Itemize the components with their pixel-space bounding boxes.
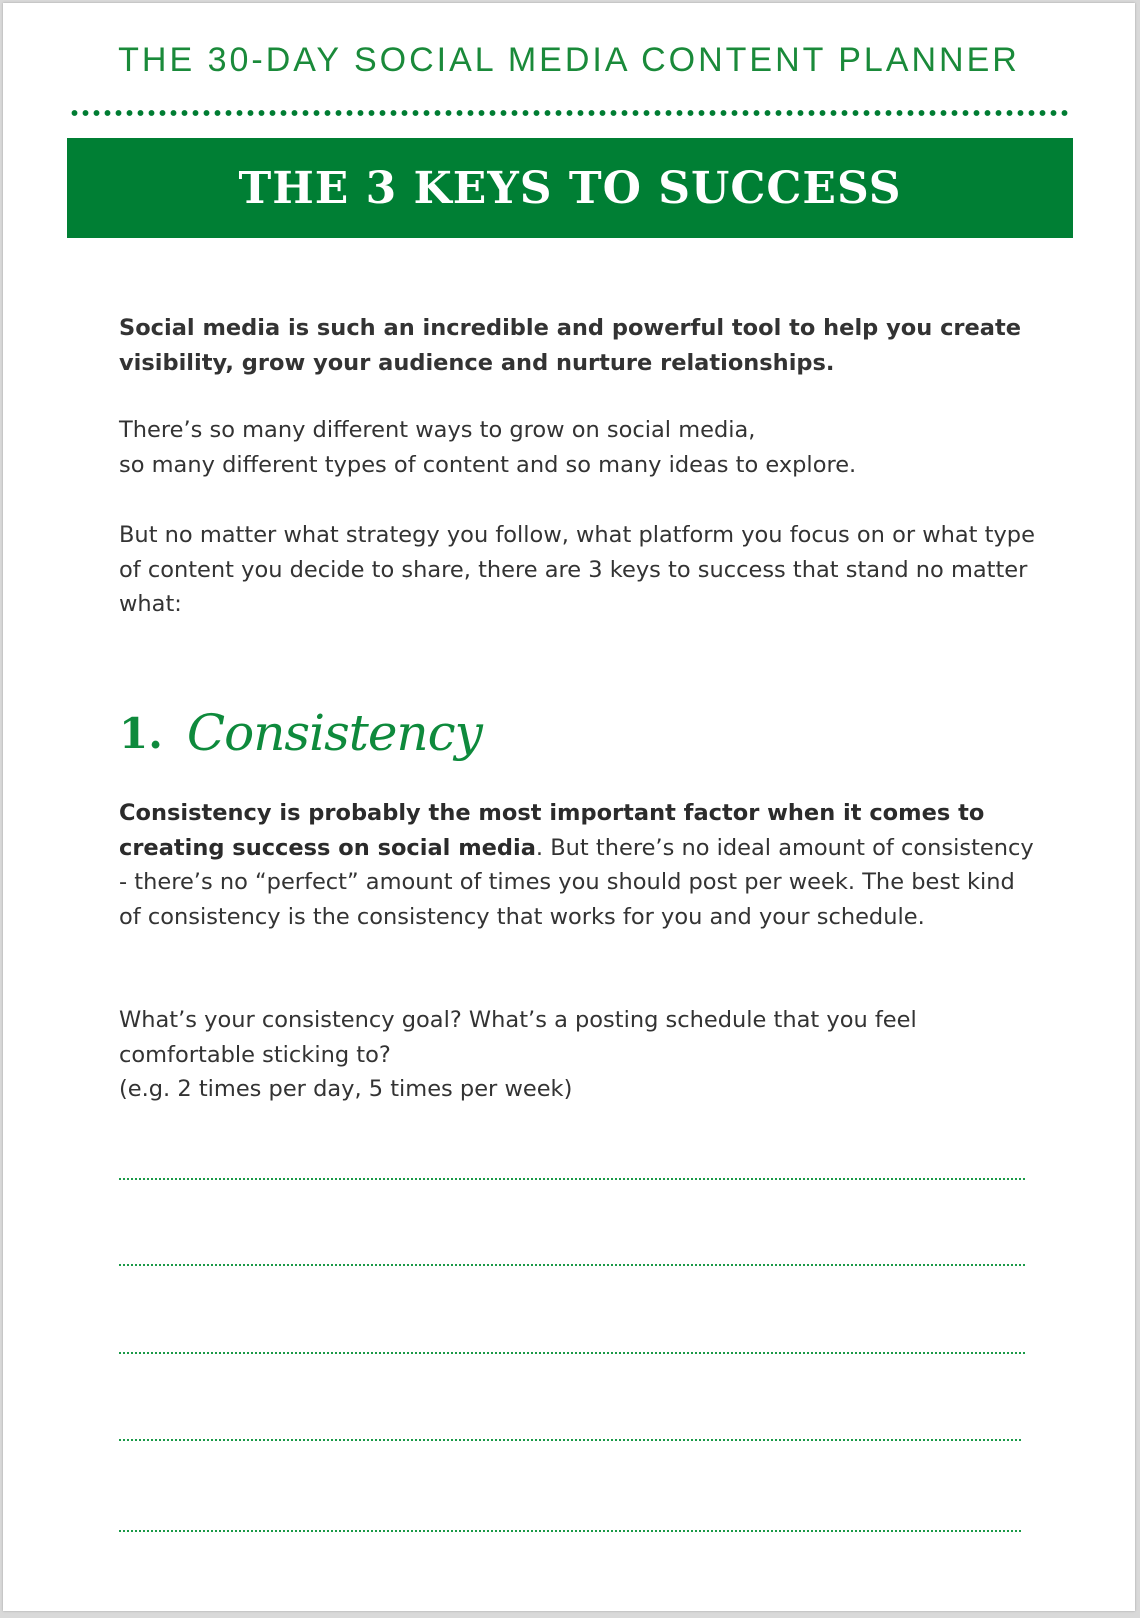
prompt-question: What’s your consistency goal? What’s a posting schedule that you feel comfortable sticking to? (119, 1007, 917, 1068)
intro-line-1: There’s so many different ways to grow on social media, (119, 417, 756, 443)
dotted-divider (69, 108, 1069, 118)
intro-bold-paragraph: Social media is such an incredible and powerful tool to help you create visibility, grow your audience and nurture relationships. (119, 315, 1021, 376)
answer-line[interactable] (119, 1439, 1021, 1441)
intro-paragraph-3: But no matter what strategy you follow, what platform you focus on or what type of content you decide to share, there are 3 keys to success that stand no matter what: (119, 522, 1035, 617)
consistency-paragraph (119, 796, 1039, 934)
planner-title: THE 30-DAY SOCIAL MEDIA CONTENT PLANNER (118, 41, 1020, 79)
consistency-body: . But there’s no ideal amount of consistency - there’s no “perfect” amount of times you should post per week. The best kind of consistency is the consistency that works for you and your schedule. (119, 834, 1034, 930)
section-banner (67, 138, 1073, 238)
consistency-bold-lead: Consistency is probably the most important factor when it comes to creating success on social media (119, 800, 985, 861)
prompt-example: (e.g. 2 times per day, 5 times per week) (119, 1076, 573, 1102)
consistency-prompt (119, 1003, 1039, 1107)
planner-page (3, 3, 1135, 1611)
answer-line[interactable] (119, 1530, 1021, 1532)
section-title: Consistency (186, 704, 482, 762)
answer-line[interactable] (119, 1264, 1025, 1266)
section-number: 1. (119, 708, 163, 758)
intro-line-2: so many different types of content and so many ideas to explore. (119, 451, 857, 478)
intro-paragraph-2 (119, 413, 1039, 482)
answer-line[interactable] (119, 1178, 1025, 1180)
answer-line[interactable] (119, 1352, 1025, 1354)
section-heading-consistency (119, 693, 482, 773)
banner-title: THE 3 KEYS TO SUCCESS (238, 162, 902, 214)
